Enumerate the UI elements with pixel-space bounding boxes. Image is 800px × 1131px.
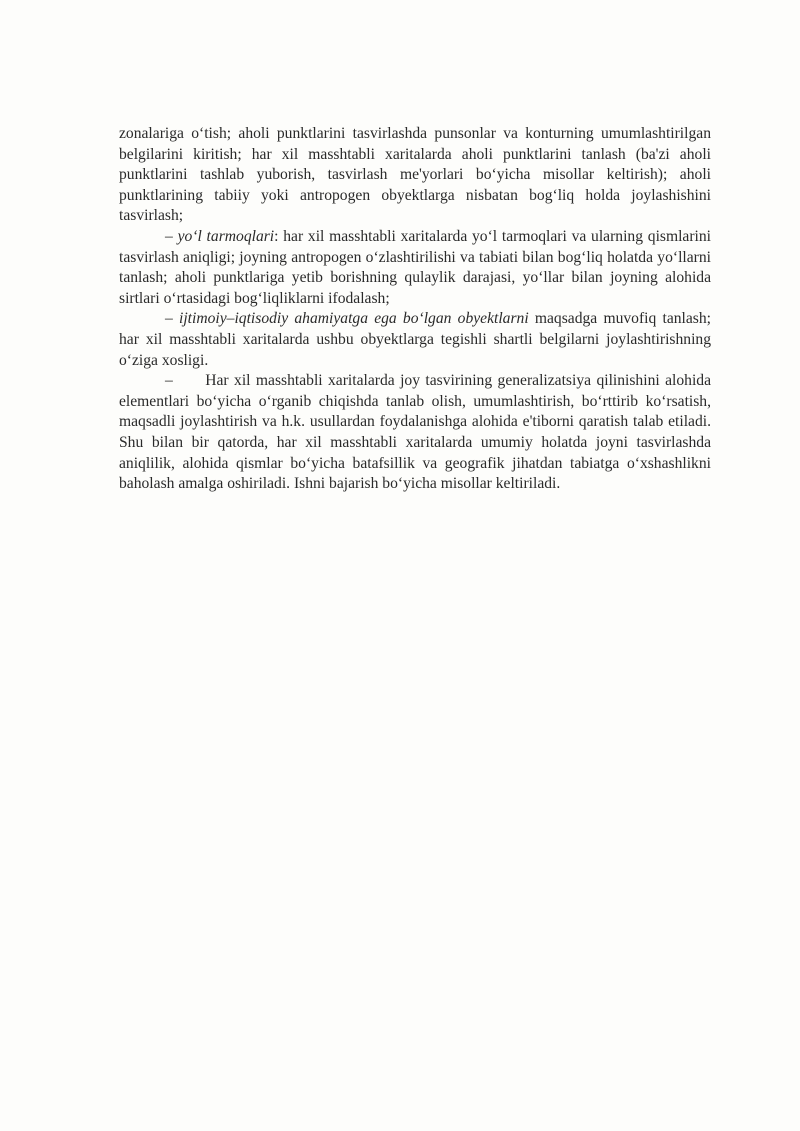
list-dash: – [165, 372, 206, 390]
paragraph-text: : har xil masshtabli xaritalarda yo‘l tarmoqlari va ularning qismlarini tasvirlash aniqligi; joyning antropogen o‘zlashtirilishi va tabiati bilan bog‘liq holatda yo‘llarni tanlash; aholi punktlariga yetib borishning qulaylik darajasi, yo‘llar bilan joyning alohida sirtlari o‘rtasidagi bog‘liqliklarni ifodalash; [119, 227, 712, 307]
paragraph-settlements [119, 124, 711, 227]
document-body [119, 124, 711, 495]
paragraph-text: Har xil masshtabli xaritalarda joy tasvirining generalizatsiya qilinishini alohida elementlari bo‘yicha o‘rganib chiqishda tanlab olish, umumlashtirish, bo‘rttirib ko‘rsatish, maqsadli joylashtirish va h.k. usullardan foydalanishga alohida e'tiborni qaratish talab etiladi. Shu bilan bir qatorda, har xil masshtabli xaritalarda umumiy holatda joyni tasvirlashda aniqlilik, alohida qismlar bo‘yicha batafsillik va geografik jihatdan tabiatga o‘xshashlikni baholash amalga oshiriladi. Ishni bajarish bo‘yicha misollar keltiriladi. [119, 372, 712, 493]
list-dash: – [165, 227, 178, 245]
paragraph-road-networks [119, 227, 711, 309]
paragraph-text: zonalariga o‘tish; aholi punktlarini tasvirlashda punsonlar va konturning umumlashtirilgan belgilarini kiritish; har xil masshtabli xaritalarda aholi punktlarini tanlash (ba'zi aholi punktlarini tashlab yuborish, tasvirlash me'yorlari bo‘yicha misollar keltirish); aholi punktlarining tabiiy yoki antropogen obyektlarga nisbatan bog‘liq holda joylashishini tasvirlash; [119, 125, 711, 225]
list-dash: – [165, 310, 180, 328]
paragraph-term: ijtimoiy–iqtisodiy ahamiyatga ega bo‘lgan obyektlarni [179, 310, 529, 328]
paragraph-generalization [119, 371, 711, 495]
paragraph-text: maqsadga muvofiq tanlash; har xil masshtabli xaritalarda ushbu obyektlarga tegishli shartli belgilarni joylashtirishning o‘ziga xosligi. [119, 310, 711, 369]
paragraph-socio-economic-objects [119, 309, 711, 371]
paragraph-term: yo‘l tarmoqlari [177, 227, 275, 245]
